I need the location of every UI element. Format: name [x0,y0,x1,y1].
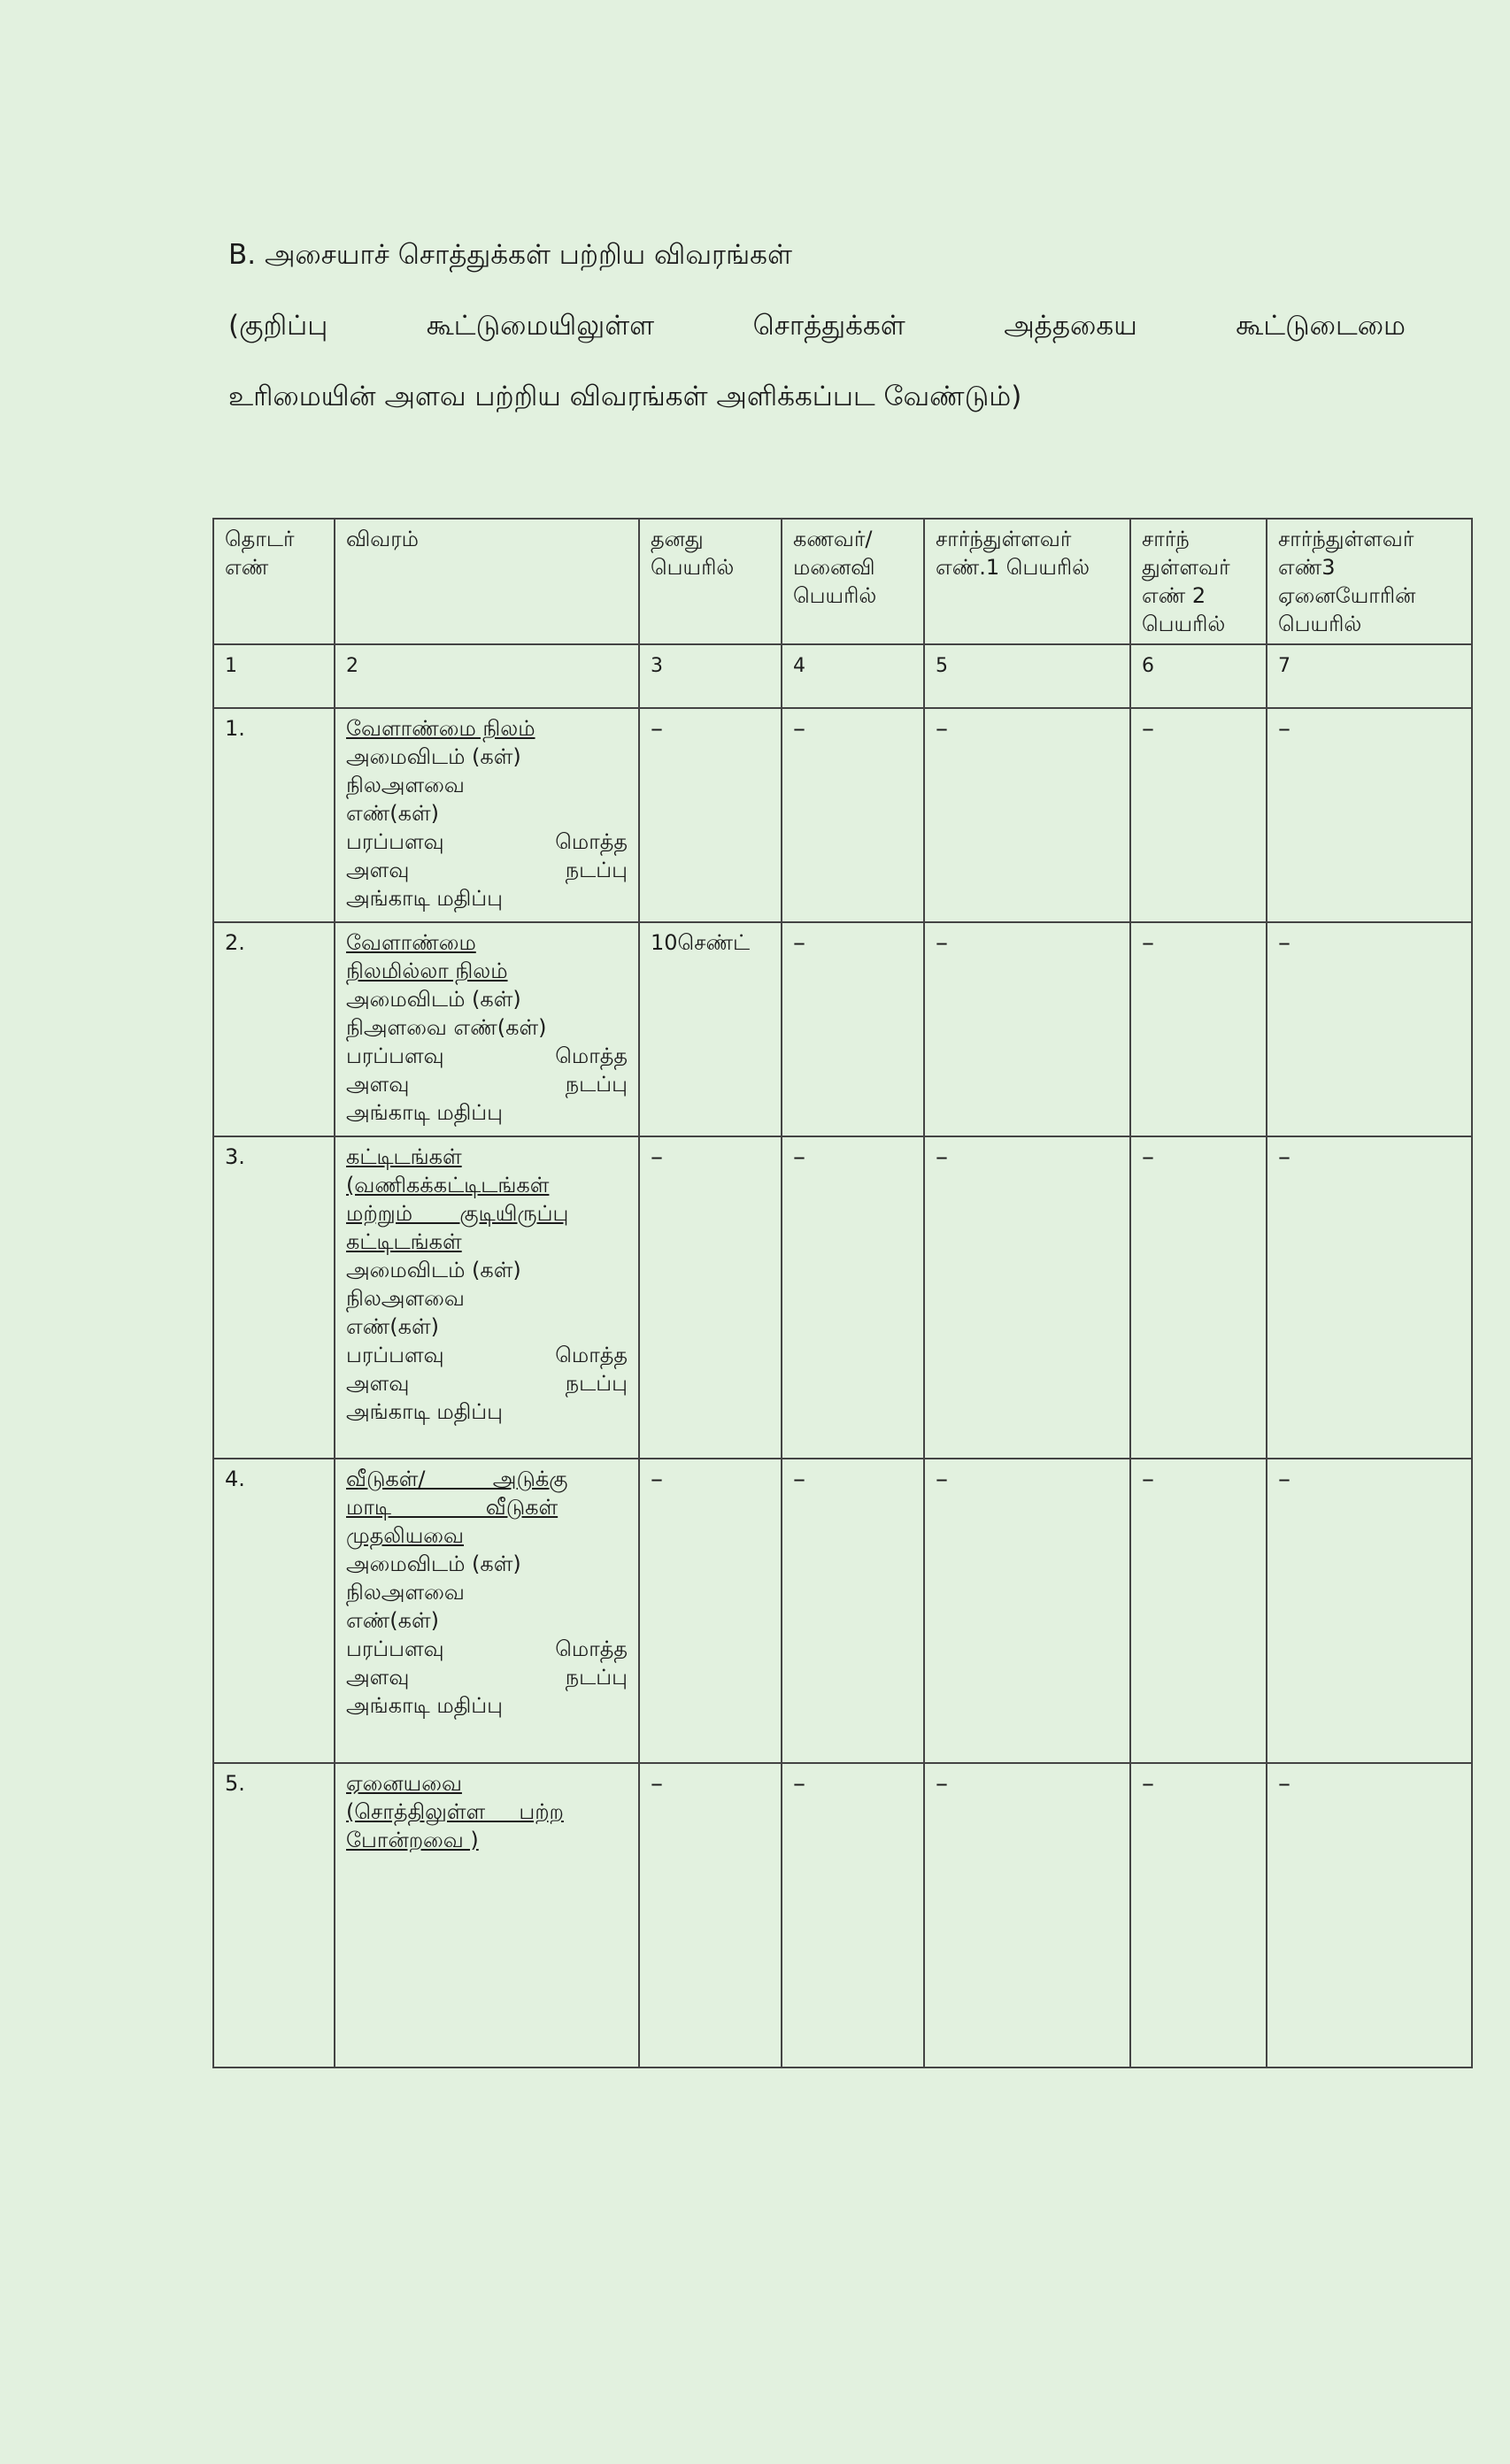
value-self: – [639,1136,782,1459]
value-dependent-3: – [1267,1459,1472,1763]
value-spouse: – [782,1763,924,2067]
row-detail: நிலஅளவை [346,773,465,797]
column-number-row [213,644,1472,708]
value-spouse: – [782,708,924,922]
row-detail-pair [346,828,628,856]
row-detail: அளவு [346,1072,410,1097]
header-dependent-3: சார்ந்துள்ளவர் எண்3 ஏனையோரின் பெயரில் [1267,519,1472,644]
row-detail: அங்காடி மதிப்பு [346,1399,504,1424]
row-detail: நிஅளவை எண்(கள்) [346,1015,547,1040]
row-serial: 1. [213,708,335,922]
value-dependent-2: – [1130,1459,1267,1763]
row-title: மற்றும் குடியிருப்பு [346,1201,569,1226]
row-title: முதலியவை [346,1523,464,1548]
row-detail: அமைவிடம் (கள்) [346,1258,521,1282]
row-detail-pair [346,856,628,884]
row-title: மாடி வீடுகள் [346,1495,559,1520]
value-dependent-2: – [1130,922,1267,1136]
row-detail: மொத்த [555,1043,628,1068]
row-description [335,1136,639,1459]
immovable-assets-table [212,518,1473,2068]
table-row-houses [213,1459,1472,1763]
row-detail-pair [346,1341,628,1369]
header-description: விவரம் [335,519,639,644]
row-detail: எண்(கள்) [346,1314,439,1339]
row-detail: அங்காடி மதிப்பு [346,1693,504,1718]
row-detail: பரப்பளவு [346,829,444,854]
value-dependent-2: – [1130,1763,1267,2067]
row-detail: நடப்பு [565,858,628,882]
value-dependent-3: – [1267,1763,1472,2067]
row-detail: நிலஅளவை [346,1286,465,1311]
row-detail-pair [346,1070,628,1098]
row-detail: பரப்பளவு [346,1636,444,1661]
row-detail: அங்காடி மதிப்பு [346,1100,504,1125]
row-title: ஏனையவை [346,1771,462,1796]
value-dependent-1: – [924,708,1130,922]
row-serial: 5. [213,1763,335,2067]
value-dependent-2: – [1130,708,1267,922]
value-dependent-2: – [1130,1136,1267,1459]
header-dependent-2: சார்ந் துள்ளவர் எண் 2 பெயரில் [1130,519,1267,644]
header-self-name: தனது பெயரில் [639,519,782,644]
row-detail-pair [346,1635,628,1663]
row-title: போன்றவை ) [346,1828,479,1852]
row-title: (சொத்திலுள்ள பற்ற [346,1799,564,1824]
table-row-others [213,1763,1472,2067]
column-number: 3 [639,644,782,708]
value-dependent-1: – [924,1763,1130,2067]
value-self: 10செண்ட் [639,922,782,1136]
row-detail: பரப்பளவு [346,1043,444,1068]
row-detail: நிலஅளவை [346,1580,465,1605]
row-detail: மொத்த [555,1343,628,1367]
value-self: – [639,1459,782,1763]
row-title: வேளாண்மை நிலம் [346,716,535,741]
column-number: 7 [1267,644,1472,708]
row-detail: எண்(கள்) [346,801,439,826]
row-detail-pair [346,1369,628,1398]
row-detail: எண்(கள்) [346,1608,439,1633]
section-heading: B. அசையாச் சொத்துக்கள் பற்றிய விவரங்கள் [228,239,792,271]
note-word: கூட்டுடைமை [1236,310,1406,342]
header-row [213,519,1472,644]
note-word: சொத்துக்கள் [752,310,905,342]
row-title: கட்டிடங்கள் [346,1144,462,1169]
row-detail: மொத்த [555,1636,628,1661]
row-detail: மொத்த [555,829,628,854]
row-title: நிலமில்லா நிலம் [346,959,508,983]
table-row-non-agricultural-land [213,922,1472,1136]
table-row-agricultural-land [213,708,1472,922]
value-spouse: – [782,1459,924,1763]
row-serial: 2. [213,922,335,1136]
row-title: வேளாண்மை [346,930,476,955]
row-title: வீடுகள்/ அடுக்கு [346,1467,568,1491]
row-detail: அங்காடி மதிப்பு [346,886,504,911]
column-number: 5 [924,644,1130,708]
value-self: – [639,1763,782,2067]
row-detail: அளவு [346,858,410,882]
row-detail-pair [346,1042,628,1070]
row-detail: பரப்பளவு [346,1343,444,1367]
value-dependent-1: – [924,1136,1130,1459]
value-dependent-3: – [1267,708,1472,922]
value-dependent-3: – [1267,1136,1472,1459]
column-number: 2 [335,644,639,708]
row-title: கட்டிடங்கள் [346,1229,462,1254]
row-detail: அமைவிடம் (கள்) [346,744,521,769]
value-dependent-3: – [1267,922,1472,1136]
row-description [335,1459,639,1763]
row-serial: 3. [213,1136,335,1459]
note-word: கூட்டுமையிலுள்ள [426,310,655,342]
note-line-1 [228,310,1406,345]
row-detail: நடப்பு [565,1371,628,1396]
row-description [335,922,639,1136]
note-word: அத்தகைய [1004,310,1137,342]
row-detail: அளவு [346,1665,410,1690]
note-word: (குறிப்பு [228,310,328,342]
row-detail: நடப்பு [565,1665,628,1690]
table-row-buildings [213,1136,1472,1459]
row-detail: அளவு [346,1371,410,1396]
row-description [335,708,639,922]
row-detail: அமைவிடம் (கள்) [346,1552,521,1576]
value-self: – [639,708,782,922]
column-number: 1 [213,644,335,708]
value-dependent-1: – [924,922,1130,1136]
value-spouse: – [782,1136,924,1459]
row-serial: 4. [213,1459,335,1763]
value-spouse: – [782,922,924,1136]
column-number: 6 [1130,644,1267,708]
row-title: (வணிகக்கட்டிடங்கள் [346,1173,550,1197]
value-dependent-1: – [924,1459,1130,1763]
column-number: 4 [782,644,924,708]
row-detail-pair [346,1663,628,1691]
header-spouse-name: கணவர்/ மனைவி பெயரில் [782,519,924,644]
note-line-2: உரிமையின் அளவ பற்றிய விவரங்கள் அளிக்கப்பட வேண்டும்) [228,381,1022,412]
header-serial-number: தொடர் எண் [213,519,335,644]
header-dependent-1: சார்ந்துள்ளவர் எண்.1 பெயரில் [924,519,1130,644]
row-detail: நடப்பு [565,1072,628,1097]
row-detail: அமைவிடம் (கள்) [346,987,521,1012]
row-description [335,1763,639,2067]
